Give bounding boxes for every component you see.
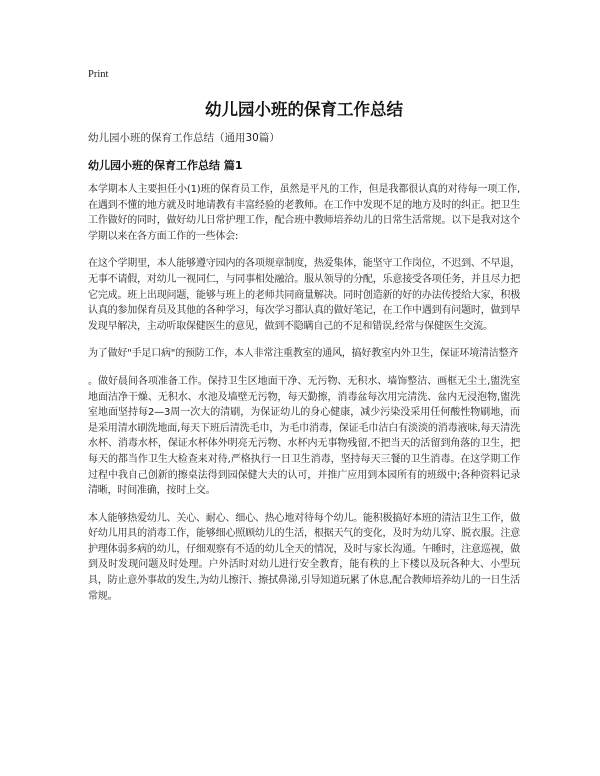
paragraph: 在这个学期里，本人能够遵守园内的各项规章制度，热爱集体，能坚守工作岗位，不迟到、不早退，无事不请假，对幼儿一视同仁，与同事相处融洽。服从领导的分配，乐意接受各项任务，并且尽力把它完成。班上出现问题，能够与班上的老师共同商量解决。同时创造新的好的办法传授给大家，积极认真的参加保育员及其他的各种学习，每次学习都认真的做好笔记，在工作中遇到有问题时，做到早发现早解决，主动听取保健医生的意见，做到不隐瞒自己的不足和错误,经常与保健医生交流。 [88, 258, 520, 332]
print-link[interactable]: Print [88, 69, 109, 80]
paragraph: 本学期本人主要担任小(1)班的保育员工作，虽然是平凡的工作，但是我都很认真的对待每一项工作,在遇到不懂的地方就及时地请教有丰富经验的老教师。在工作中发现不足的地方及时的纠正。把卫生工作做好的同时，做好幼儿日常护理工作，配合班中教师培养幼儿的日常生活常规。以下是我对这个学期以来在各方面工作的一些体会: [88, 184, 520, 242]
document-page [88, 68, 520, 616]
document-title: 幼儿园小班的保育工作总结 [205, 100, 403, 119]
paragraph: 本人能够热爱幼儿、关心、耐心、细心、热心地对待每个幼儿。能积极搞好本班的清洁卫生工作，做好幼儿用具的消毒工作，能够细心照顾幼儿的生活，根据天气的变化，及时为幼儿穿、脱衣服。注意护理体弱多病的幼儿，仔细观察有不适的幼儿全天的情况，及时与家长沟通。午睡时，注意巡视，做到及时发现问题及时处理。户外活时对幼儿进行安全教育，能有秩的上下楼以及玩各种大、小型玩具，防止意外事故的发生,为幼儿擦汗、擦拭鼻涕,引导知道玩累了休息,配合教师培养幼儿的一日生活常规。 [88, 512, 520, 602]
section-heading: 幼儿园小班的保育工作总结 篇1 [88, 159, 243, 172]
paragraph: 为了做好"手足口病"的预防工作，本人非常注重教室的通风，搞好教室内外卫生，保证环境清洁整齐 [88, 348, 519, 360]
document-subtitle: 幼儿园小班的保育工作总结（通用30篇） [88, 132, 280, 144]
paragraph: 。做好晨间各项准备工作。保持卫生区地面干净、无污物、无积水、墙饰整洁、画框无尘土,盥洗室地面洁净干燥、无积水、水池及墙壁无污物，每天勤擦，消毒盆每次用完清洗、盆内无浸泡物,盥洗室地面坚持每2—3周一次大的清刷，为保证幼儿的身心健康，减少污染没采用任何酸性物刷地，而是采用清水刷洗地面,每天下班后清洗毛巾，为毛巾消毒，保证毛巾洁白有淡淡的消毒液味,每天清洗水杯、消毒水杯，保证水杯体外明亮无污物、水杯内无事物残留,不把当天的活留到角落的卫生，把每天的都当作卫生大检查来对待,严格执行一日卫生消毒，坚持每天三餐的卫生消毒。在这学期工作过程中我自己创新的擦桌法得到园保健大夫的认可，并推广应用到本园所有的班级中;各种资料记录清晰，时间准确，按时上交。 [88, 375, 520, 497]
